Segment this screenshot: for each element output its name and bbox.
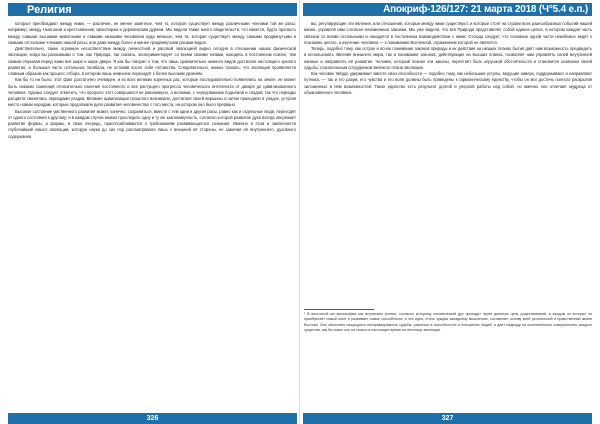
right-page-header [303,3,592,16]
left-page-header [8,3,297,16]
right-paragraph: Как человек твёрдо удерживает вместе свои способности — подобно тому, как небольшие уступы, ведущие наверх, поддерживают и направляют путника, — так и его разум, его чувства и его воля должны быть приведены к гармоническому единству, чтобы он мог достичь полного раскрытия заложенных в нём возможностей. Такое единство есть результат долгой и упорной работы над собой, но именно оно отличает мудреца от обыкновенного человека. [304,71,592,95]
left-paragraph: которые преобладают между ними, — различие, не менее заметное, чем то, которое существует между различными членами той же расы; например, между Ньютоном и крестьянином; Шекспиром и деревенским дурнем. Мы видели также много свидетельств, что кажется, будто пропасть между самыми высшими животными и самыми низшими человеком куда меньше, чем та, которая существует между самыми продвинутыми и самыми отсталыми членами нашей расы; или даже между более и менее продвинутыми расами видов. [8,21,296,45]
right-page-number: 327 [441,415,454,422]
footnote-rule [304,309,374,310]
right-header-title: Апокриф-126/127: 21 марта 2018 (Ч°5.4 е.п.) [383,4,588,15]
left-paragraph: Как бы то ни было, этот факт достаточно очевиден, и из всех великих коренных рас, которые последовательно появлялись на земле, не может быть никаких сомнений относительно наличия постоянного и все растущего прогресса человеческого интеллекта от дикаря до цивилизованного человека. Однако следует отметить, что прогресс этот совершался не равномерно, а волнами, с чередованием подъёмов и спадов, так что периоды расцвета сменялись периодами упадка. Великие цивилизации прошлого возникали, достигали своей вершины и затем приходили в упадок, уступая место новым народам, которые продолжали дело развития человечества с того места, на котором оно было прервано. [8,77,296,108]
left-page-body [8,21,296,403]
right-page [300,0,600,424]
right-page-body [304,21,592,303]
left-page-footer [8,413,297,424]
left-paragraph: Действительно, также огромное несоответствие между личностной и расовой эволюцией видно сегодня в отношении наших физической эволюции, когда вы разнымыми о том, как Природа, так сказать, экспериментирует со всеми своими типами, находясь в постоянном поиске, тем самым открывая перед нами всё шире и шире двери. Я как бы говорил о том, что лишь сравнительно немного видов достигали настоящего зрелого развития, а большая часть остальных погибала, не оставив после себя потомства. Следовательно, можно сказать, что эволюция проявляется главным образом как процесс отбора, в котором лишь немногие переходят к более высоким уровням. [8,46,296,76]
footnote: ¹ В восточной же философии мы встречаем учение, согласно которому человеческий дух проходит через длинную цепь существований, в каждом из которых он приобретает новый опыт и развивает новые способности; и эта идея, столь чуждая западному мышлению, составляет основу всей религиозной и нравственной жизни Востока. Она объясняет кажущуюся несправедливость судьбы, различие в способностях и положении людей, и даёт надежду на окончательное совершенство каждого существа, как бы низко оно ни стояло в настоящее время на лестнице эволюции. [304,312,592,333]
right-paragraph: вы, регулирующие эти явления, или отношения, которые между ними существуют, и которые стоят на страже всех разнообразных событий нашей жизни, управляя ими согласно неизменным законам. Мы уже видели, что вся Природа представляет собой единое целое, в котором каждая часть связана со всеми остальными и находится в постоянном взаимодействии с ними. Отсюда следует, что познание одной части неизбежно ведёт к познанию целого, а изучение человека — к пониманию Вселенной, отражением которой он является. [304,21,592,45]
left-paragraph: Высокое состояние умственного развития может, конечно, сохраниться, вместе с тем одни и другие расы, равно как и отдельные люди, переходят от одного состояния к другому; и в каждом случае можно проследить одну и ту же закономерность, согласно которой развитие духа всегда опережает развитие формы, а формы, в свою очередь, приспосабливаются к требованиям развивающегося сознания. Именно в этом и заключается глубочайший смысл эволюции, которую наука до сих пор рассматривала лишь с внешней её стороны, не замечая её внутреннего, духовного содержания. [8,108,296,139]
right-page-footer [303,413,592,424]
right-paragraph: Теперь, подобно тому, как острое и ясное понимание законов природы и их действия на низших планах бытия даёт нам возможность предвидеть и использовать явления внешнего мира, так и понимание законов, действующих на высших планах, позволяет нам управлять своей внутренней жизнью и направлять её развитие. Человек, который познал эти законы, перестаёт быть игрушкой обстоятельств и становится хозяином своей судьбы, сознательным сотрудником великого плана эволюции. [304,46,592,70]
left-header-title: Религия [27,3,72,16]
left-page-number: 326 [146,415,159,422]
